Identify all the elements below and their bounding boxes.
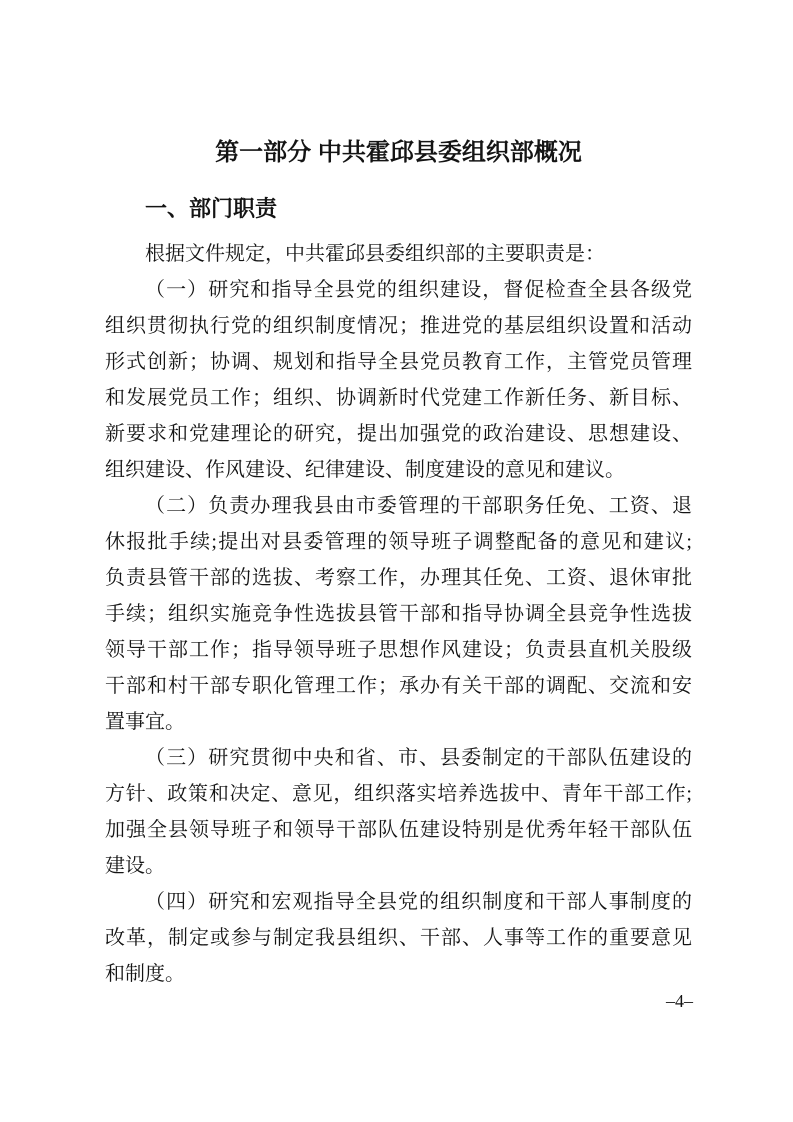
paragraph-4	[105, 884, 692, 992]
page-title: 第一部分 中共霍邱县委组织部概况	[215, 139, 582, 166]
text-line: 负责县管干部的选拔、考察工作，办理其任免、工资、退休审批	[105, 567, 692, 589]
document-body	[105, 236, 692, 992]
text-line: 加强全县领导班子和领导干部队伍建设特别是优秀年轻干部队伍	[105, 819, 692, 841]
paragraph-1	[105, 272, 692, 488]
text-line: 干部和村干部专职化管理工作；承办有关干部的调配、交流和安	[105, 675, 692, 697]
text-line: 改革，制定或参与制定我县组织、干部、人事等工作的重要意见	[105, 927, 692, 949]
intro-line: 根据文件规定，中共霍邱县委组织部的主要职责是：	[145, 243, 605, 265]
text-line: 形式创新；协调、规划和指导全县党员教育工作，主管党员管理	[105, 351, 692, 373]
text-line: 建设。	[105, 855, 165, 877]
paragraph-3	[105, 740, 692, 884]
text-line: 和发展党员工作；组织、协调新时代党建工作新任务、新目标、	[105, 387, 692, 409]
text-line: 方针、政策和决定、意见，组织落实培养选拔中、青年干部工作;	[105, 783, 692, 805]
paragraph-2	[105, 488, 692, 740]
text-line: （一）研究和指导全县党的组织建设，督促检查全县各级党	[145, 279, 692, 301]
text-line: 领导干部工作；指导领导班子思想作风建设；负责县直机关股级	[105, 639, 692, 661]
text-line: 组织贯彻执行党的组织制度情况；推进党的基层组织设置和活动	[105, 315, 692, 337]
text-line: （三）研究贯彻中央和省、市、县委制定的干部队伍建设的	[145, 747, 692, 769]
text-line: （四）研究和宏观指导全县党的组织制度和干部人事制度的	[145, 891, 692, 913]
section-heading: 一、部门职责	[145, 196, 278, 221]
text-line: 组织建设、作风建设、纪律建设、制度建设的意见和建议。	[105, 459, 625, 481]
text-line: （二）负责办理我县由市委管理的干部职务任免、工资、退	[145, 495, 692, 517]
document-content	[105, 0, 692, 992]
text-line: 和制度。	[105, 963, 185, 985]
page-number: –4–	[666, 991, 693, 1011]
text-line: 休报批手续;提出对县委管理的领导班子调整配备的意见和建议;	[105, 531, 692, 553]
text-line: 新要求和党建理论的研究，提出加强党的政治建设、思想建设、	[105, 423, 692, 445]
text-line: 手续；组织实施竞争性选拔县管干部和指导协调全县竞争性选拔	[105, 603, 692, 625]
text-line: 置事宜。	[105, 711, 185, 733]
